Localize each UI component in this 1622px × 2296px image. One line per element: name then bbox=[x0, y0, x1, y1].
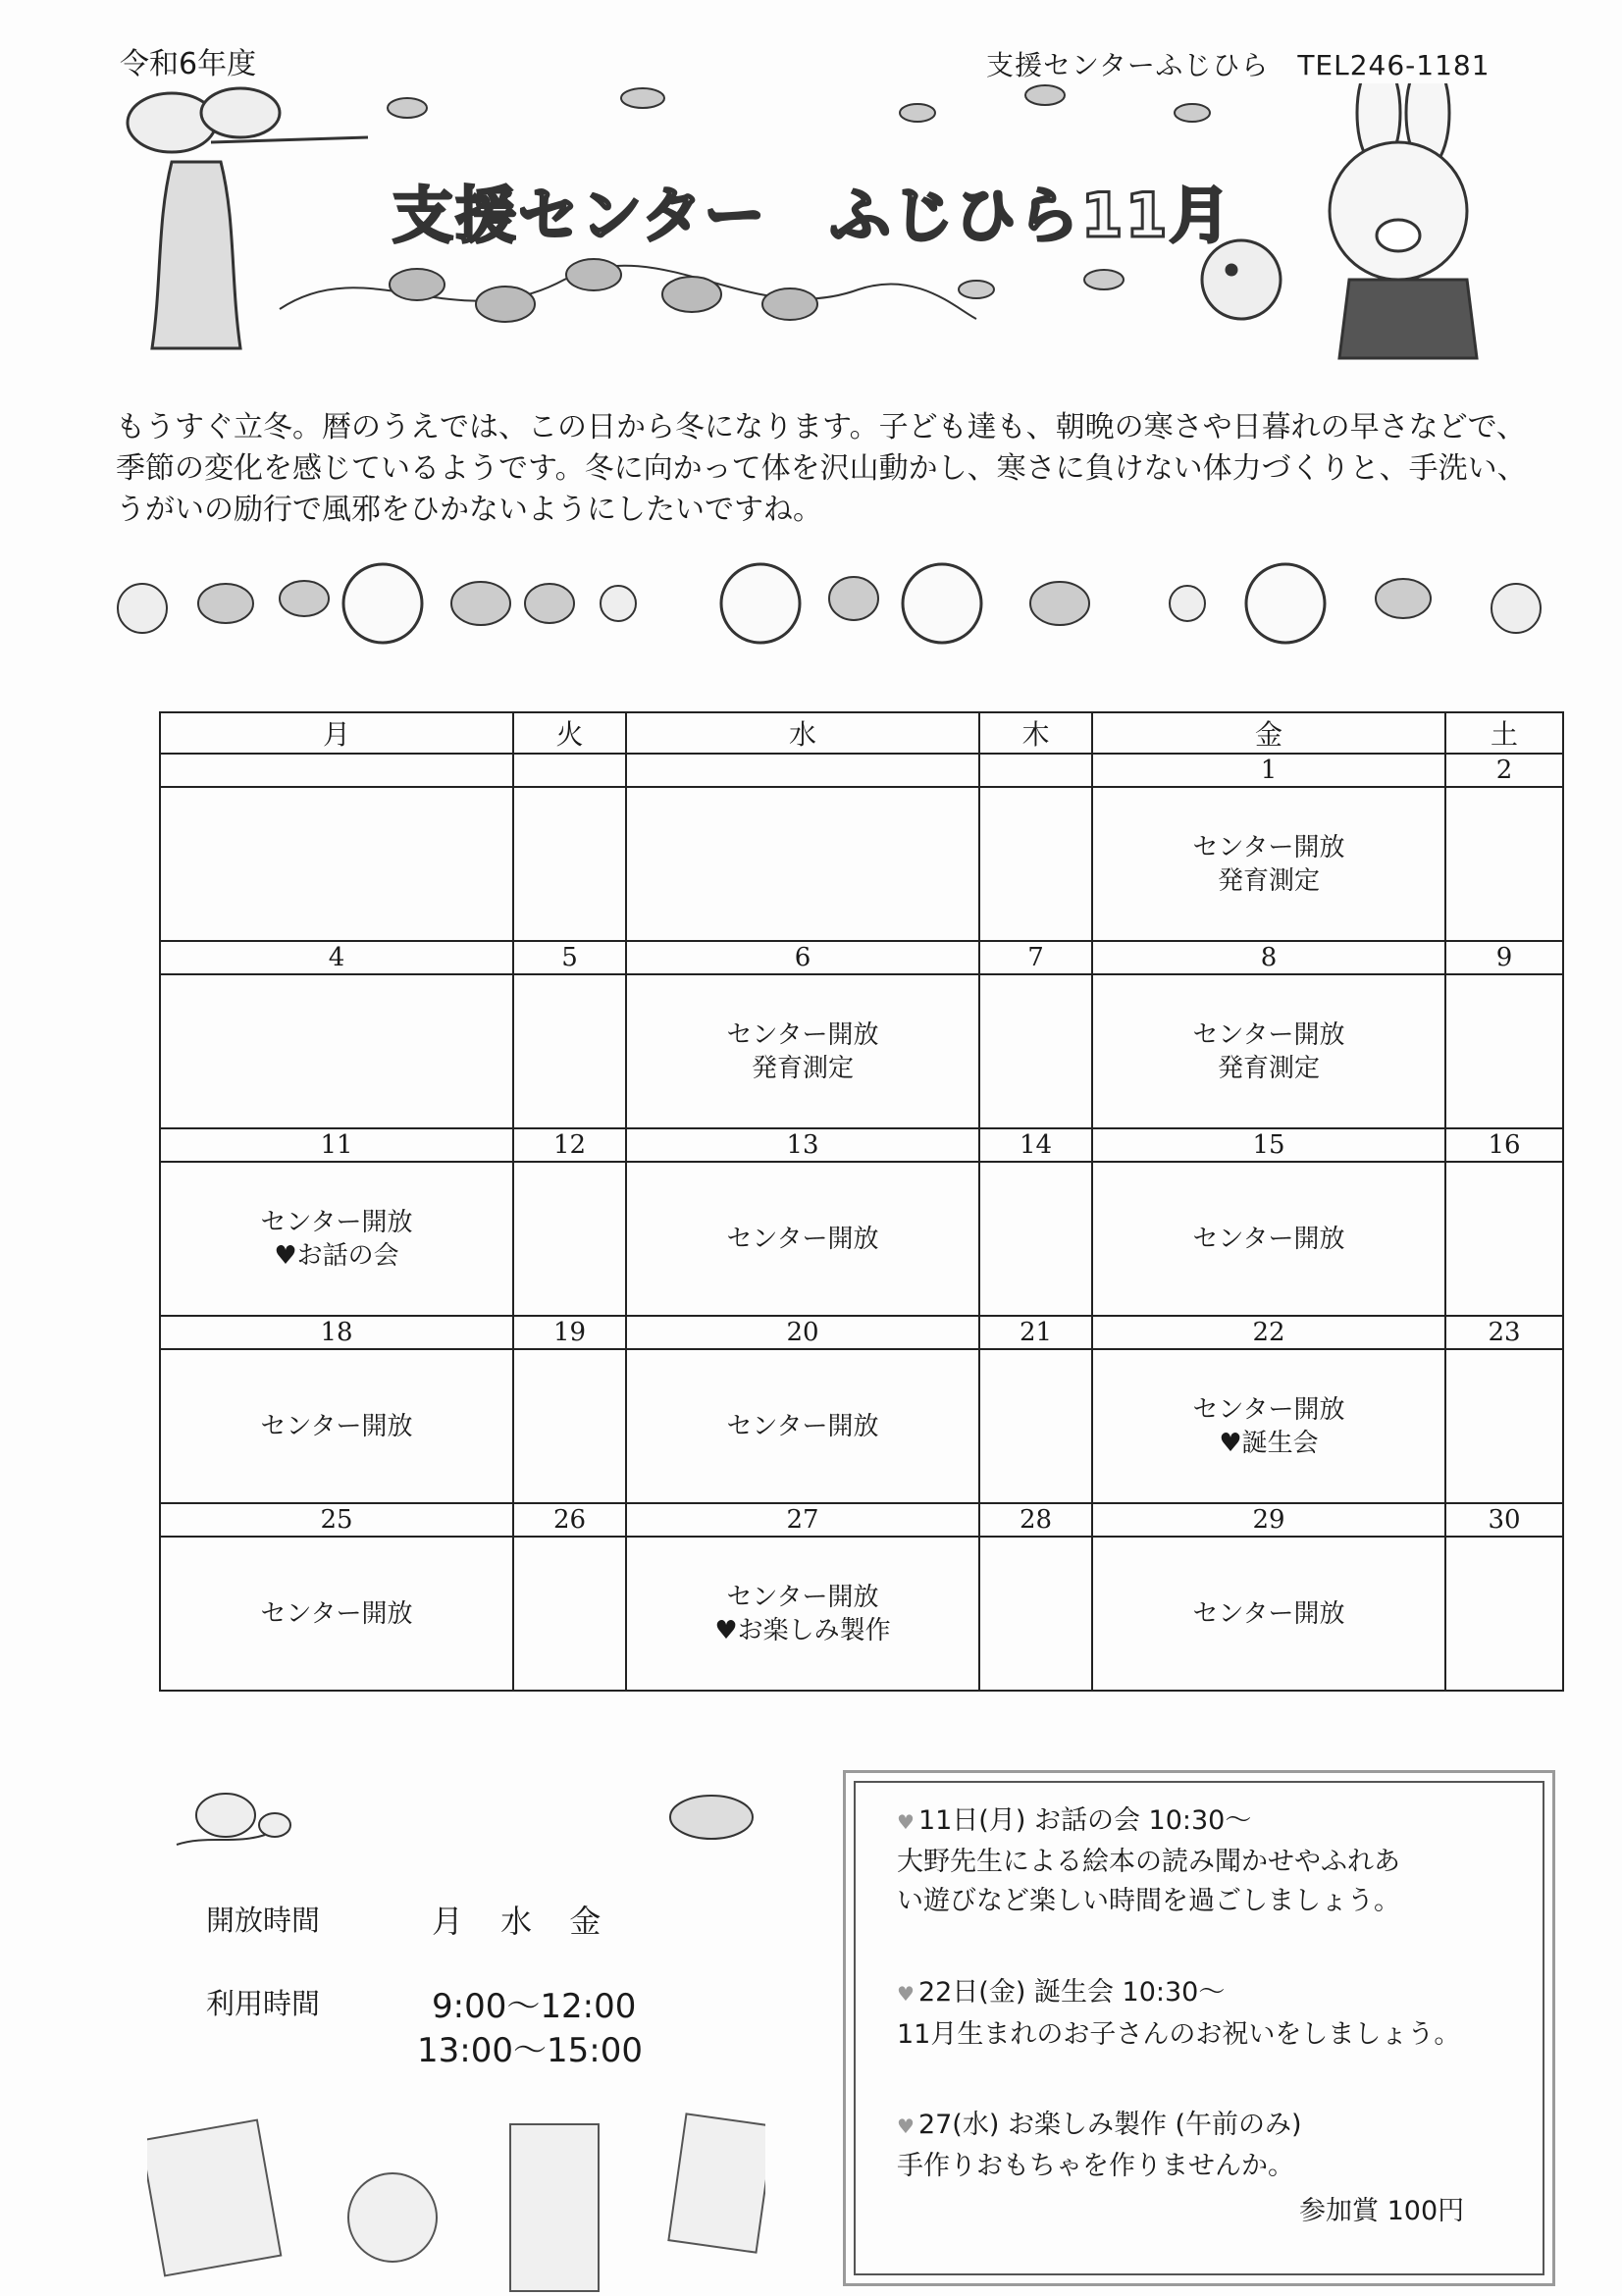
notice-craft-fee: 参加賞 100円 bbox=[1299, 2196, 1465, 2226]
date-number-tue: 19 bbox=[513, 1316, 626, 1349]
date-number-row bbox=[160, 1316, 1563, 1349]
notice-birthday-line1: 11月生まれのお子さんのお祝いをしましょう。 bbox=[897, 2019, 1461, 2050]
day-cell-fri bbox=[1092, 787, 1445, 941]
calendar-body bbox=[160, 754, 1563, 1691]
date-number-wed bbox=[626, 754, 979, 787]
day-cell-wed bbox=[626, 1349, 979, 1503]
event-label: センター開放 bbox=[726, 1019, 879, 1050]
heart-icon: ♥ bbox=[897, 1982, 915, 2006]
day-cell-tue bbox=[513, 1537, 626, 1691]
day-cell-mon bbox=[160, 787, 513, 941]
children-illustration bbox=[147, 2110, 765, 2296]
use-hours-morning: 9:00～12:00 bbox=[432, 1987, 637, 2026]
weekday-wed: 水 bbox=[626, 712, 979, 754]
day-cell-sat bbox=[1445, 1537, 1563, 1691]
notice-birthday-title: ♥ 22日(金) 誕生会 10:30～ bbox=[897, 1977, 1226, 2008]
bird-icon bbox=[167, 1776, 304, 1894]
day-cell-sat bbox=[1445, 1349, 1563, 1503]
events-row bbox=[160, 787, 1563, 941]
date-number-wed: 6 bbox=[626, 941, 979, 974]
weekday-tue: 火 bbox=[513, 712, 626, 754]
fiscal-year: 令和6年度 bbox=[120, 47, 257, 81]
event-label: センター開放 bbox=[260, 1207, 413, 1237]
tree-icon bbox=[128, 88, 368, 348]
day-cell-wed bbox=[626, 1162, 979, 1316]
day-cell-thu bbox=[979, 1162, 1092, 1316]
date-number-sat: 9 bbox=[1445, 941, 1563, 974]
event-label: センター開放 bbox=[260, 1598, 413, 1629]
event-label: センター開放 bbox=[1192, 1224, 1345, 1254]
event-label: センター開放 bbox=[726, 1224, 879, 1254]
day-cell-fri bbox=[1092, 974, 1445, 1128]
date-number-fri: 15 bbox=[1092, 1128, 1445, 1162]
date-number-fri: 1 bbox=[1092, 754, 1445, 787]
weekday-header-row bbox=[160, 712, 1563, 754]
weekday-fri: 金 bbox=[1092, 712, 1445, 754]
use-hours-label: 利用時間 bbox=[206, 1987, 321, 2020]
day-cell-wed bbox=[626, 974, 979, 1128]
day-cell-thu bbox=[979, 1537, 1092, 1691]
date-number-tue: 12 bbox=[513, 1128, 626, 1162]
day-cell-fri bbox=[1092, 1349, 1445, 1503]
date-number-mon: 4 bbox=[160, 941, 513, 974]
day-cell-fri bbox=[1092, 1537, 1445, 1691]
date-number-mon: 25 bbox=[160, 1503, 513, 1537]
day-cell-sat bbox=[1445, 787, 1563, 941]
event-label: ♥お楽しみ製作 bbox=[714, 1615, 891, 1645]
date-number-thu bbox=[979, 754, 1092, 787]
weekday-mon: 月 bbox=[160, 712, 513, 754]
notice-craft-title: ♥ 27(水) お楽しみ製作 (午前のみ) bbox=[897, 2110, 1302, 2140]
events-row bbox=[160, 1349, 1563, 1503]
weekday-thu: 木 bbox=[979, 712, 1092, 754]
notice-craft-line1: 手作りおもちゃを作りませんか。 bbox=[897, 2151, 1294, 2181]
event-label: ♥誕生会 bbox=[1219, 1428, 1319, 1458]
day-cell-wed bbox=[626, 1537, 979, 1691]
notice-storytime-line1: 大野先生による絵本の読み聞かせやふれあ bbox=[897, 1847, 1400, 1877]
date-number-mon: 11 bbox=[160, 1128, 513, 1162]
day-cell-tue bbox=[513, 1162, 626, 1316]
date-number-fri: 29 bbox=[1092, 1503, 1445, 1537]
leaf-garland bbox=[280, 259, 976, 322]
date-number-thu: 7 bbox=[979, 941, 1092, 974]
day-cell-mon bbox=[160, 974, 513, 1128]
events-row bbox=[160, 1162, 1563, 1316]
events-row bbox=[160, 1537, 1563, 1691]
day-cell-mon bbox=[160, 1349, 513, 1503]
weekday-sat: 土 bbox=[1445, 712, 1563, 754]
date-number-tue bbox=[513, 754, 626, 787]
event-label: 発育測定 bbox=[1217, 1053, 1320, 1083]
event-label: センター開放 bbox=[1192, 832, 1345, 862]
day-cell-tue bbox=[513, 974, 626, 1128]
day-cell-tue bbox=[513, 1349, 626, 1503]
calendar-table bbox=[159, 711, 1564, 1692]
date-number-row bbox=[160, 1503, 1563, 1537]
date-number-sat: 23 bbox=[1445, 1316, 1563, 1349]
rabbit-icon bbox=[1330, 83, 1477, 358]
day-cell-thu bbox=[979, 787, 1092, 941]
event-label: 発育測定 bbox=[751, 1053, 854, 1083]
decoration-border bbox=[108, 549, 1560, 657]
date-number-mon bbox=[160, 754, 513, 787]
date-number-fri: 22 bbox=[1092, 1316, 1445, 1349]
turtle-icon bbox=[657, 1786, 765, 1845]
event-label: センター開放 bbox=[1192, 1394, 1345, 1425]
date-number-wed: 20 bbox=[626, 1316, 979, 1349]
heart-icon: ♥ bbox=[897, 2114, 915, 2138]
event-label: センター開放 bbox=[260, 1411, 413, 1441]
day-cell-thu bbox=[979, 974, 1092, 1128]
notice-storytime-line2: い遊びなど楽しい時間を過ごしましょう。 bbox=[897, 1886, 1400, 1916]
day-cell-fri bbox=[1092, 1162, 1445, 1316]
date-number-row bbox=[160, 1128, 1563, 1162]
date-number-row bbox=[160, 941, 1563, 974]
date-number-sat: 2 bbox=[1445, 754, 1563, 787]
date-number-wed: 13 bbox=[626, 1128, 979, 1162]
day-cell-sat bbox=[1445, 1162, 1563, 1316]
date-number-tue: 5 bbox=[513, 941, 626, 974]
date-number-mon: 18 bbox=[160, 1316, 513, 1349]
events-row bbox=[160, 974, 1563, 1128]
event-label: ♥お話の会 bbox=[274, 1240, 399, 1271]
day-cell-mon bbox=[160, 1537, 513, 1691]
event-label: センター開放 bbox=[726, 1582, 879, 1612]
notice-storytime-title: ♥ 11日(月) お話の会 10:30～ bbox=[897, 1805, 1252, 1836]
date-number-thu: 28 bbox=[979, 1503, 1092, 1537]
day-cell-sat bbox=[1445, 974, 1563, 1128]
event-label: センター開放 bbox=[1192, 1598, 1345, 1629]
use-hours-afternoon: 13:00～15:00 bbox=[417, 2031, 643, 2070]
date-number-fri: 8 bbox=[1092, 941, 1445, 974]
day-cell-wed bbox=[626, 787, 979, 941]
day-cell-mon bbox=[160, 1162, 513, 1316]
event-label: センター開放 bbox=[726, 1411, 879, 1441]
page-title: 支援センター ふじひら11月 bbox=[392, 180, 1232, 251]
day-cell-thu bbox=[979, 1349, 1092, 1503]
intro-paragraph: もうすぐ立冬。暦のうえでは、この日から冬になります。子ども達も、朝晩の寒さや日暮れの早さなどで、季節の変化を感じているようです。冬に向かって体を沢山動かし、寒さに負けない体力づくりと、手洗い、うがいの励行で風邪をひかないようにしたいですね。 bbox=[116, 410, 1527, 527]
open-hours-label: 開放時間 bbox=[206, 1904, 321, 1937]
date-number-sat: 30 bbox=[1445, 1503, 1563, 1537]
acorn-icon bbox=[118, 584, 1541, 633]
date-number-thu: 21 bbox=[979, 1316, 1092, 1349]
event-notice-box bbox=[854, 1781, 1544, 2275]
organization-contact: 支援センターふじひら TEL246-1181 bbox=[986, 49, 1491, 81]
date-number-wed: 27 bbox=[626, 1503, 979, 1537]
date-number-sat: 16 bbox=[1445, 1128, 1563, 1162]
day-cell-tue bbox=[513, 787, 626, 941]
open-days: 月 水 金 bbox=[432, 1903, 615, 1940]
date-number-thu: 14 bbox=[979, 1128, 1092, 1162]
date-number-row bbox=[160, 754, 1563, 787]
heart-icon: ♥ bbox=[897, 1810, 915, 1834]
date-number-tue: 26 bbox=[513, 1503, 626, 1537]
event-label: センター開放 bbox=[1192, 1019, 1345, 1050]
event-label: 発育測定 bbox=[1217, 865, 1320, 896]
